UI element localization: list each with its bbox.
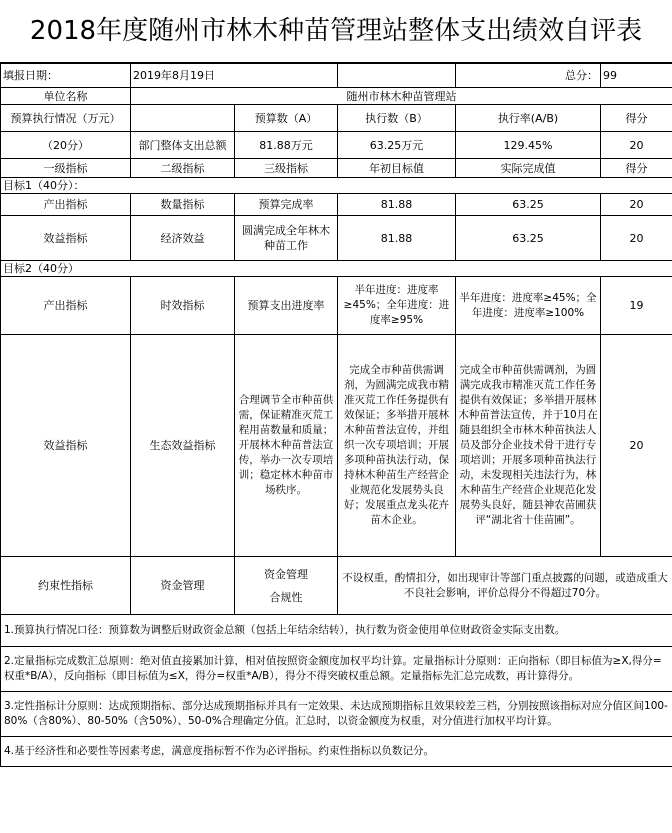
goal1-row-l2: 数量指标 [131, 194, 235, 216]
header-level1: 一级指标 [1, 159, 131, 178]
constraint-l3a: 资金管理 [264, 567, 308, 581]
goal1-row-l1: 效益指标 [1, 216, 131, 261]
goal1-row-target: 81.88 [338, 216, 456, 261]
header-level2: 二级指标 [131, 159, 235, 178]
goal1-row-l1: 产出指标 [1, 194, 131, 216]
budget-label: 预算执行情况（万元） [1, 105, 131, 132]
goal2-row-l1: 效益指标 [1, 335, 131, 557]
goal2-row-target: 半年进度：进度率≥45%；全年进度：进度率≥95% [338, 277, 456, 335]
budget-value: 81.88万元 [235, 132, 338, 159]
date-label: 填报日期： [1, 64, 131, 88]
goal2-label: 目标2（40分） [1, 261, 672, 277]
goal2-row-l1: 产出指标 [1, 277, 131, 335]
exec-value: 63.25万元 [338, 132, 456, 159]
col-rate: 执行率(A/B) [456, 105, 601, 132]
header-actual: 实际完成值 [456, 159, 601, 178]
page-title: 2018年度随州市林木种苗管理站整体支出绩效自评表 [0, 0, 672, 63]
goal2-row-target: 完成全市种苗供需调剂，为圆满完成我市精准灭荒工作任务提供有效保证；多举措开展林木种苗普法宣传，并组织一次专项培训；开展多项种苗执法行动，保持林木种苗生产经营企业规范化发展势头良好；发展重点龙头花卉苗木企业。 [338, 335, 456, 557]
goal2-row-actual: 半年进度：进度率≥45%；全年进度：进度率≥100% [456, 277, 601, 335]
goal1-label: 目标1（40分）： [1, 178, 672, 194]
total-label: 总分： [456, 64, 601, 88]
unit-value: 随州市林木种苗管理站 [131, 88, 672, 105]
goal1-row-l2: 经济效益 [131, 216, 235, 261]
col-score: 得分 [601, 105, 672, 132]
col-exec: 执行数（B） [338, 105, 456, 132]
budget-score-note: （20分） [1, 132, 131, 159]
goal1-row-l3: 预算完成率 [235, 194, 338, 216]
goal2-row-l3: 合理调节全市种苗供需，保证精准灭荒工程用苗数量和质量；开展林木种苗普法宣传，举办一次专项培训；稳定林木种苗市场秩序。 [235, 335, 338, 557]
note-2: 2.定量指标完成数汇总原则：绝对值直接累加计算，相对值按照资金额度加权平均计算。定量指标计分原则：正向指标（即目标值为≥X,得分=权重*B/A），反向指标（即目标值为≤X，得分=权重*A/B），得分不得突破权重总额。定量指标先汇总完成数，再计算得分。 [1, 647, 672, 692]
note-1: 1.预算执行情况口径：预算数为调整后财政资金总额（包括上年结余结转），执行数为资金使用单位财政资金实际支出数。 [1, 615, 672, 647]
unit-label: 单位名称 [1, 88, 131, 105]
budget-row-label: 部门整体支出总额 [131, 132, 235, 159]
total-value: 99 [601, 64, 672, 88]
goal1-row-actual: 63.25 [456, 194, 601, 216]
goal2-row-l2: 生态效益指标 [131, 335, 235, 557]
goal2-row-actual: 完成全市种苗供需调剂，为圆满完成我市精准灭荒工作任务提供有效保证；多举措开展林木种苗普法宣传，并于10月在随县组织全市林木种苗执法人员及部分企业技术骨干进行专项培训；开展多项种苗执法行动，未发现相关违法行为，林木种苗生产经营企业规范化发展势头良好，随县神农苗圃获评“湖北省十佳苗圃”。 [456, 335, 601, 557]
date-value: 2019年8月19日 [131, 64, 338, 88]
budget-score: 20 [601, 132, 672, 159]
header-target: 年初目标值 [338, 159, 456, 178]
constraint-l3b: 合规性 [269, 590, 303, 604]
note-3: 3.定性指标计分原则：达成预期指标、部分达成预期指标并具有一定效果、未达成预期指标且效果较差三档，分别按照该指标对应分值区间100-80%（含80%）、80-50%（含50%）、50-0%合理确定分值。汇总时，以资金额度为权重，对分值进行加权平均计算。 [1, 692, 672, 737]
evaluation-table [0, 63, 672, 767]
goal2-row-score: 20 [601, 335, 672, 557]
goal1-row-actual: 63.25 [456, 216, 601, 261]
constraint-l2: 资金管理 [131, 557, 235, 615]
goal2-row-l3: 预算支出进度率 [235, 277, 338, 335]
note-4: 4.基于经济性和必要性等因素考虑，满意度指标暂不作为必评指标。约束性指标以负数记分。 [1, 737, 672, 767]
goal1-row-l3: 圆满完成全年林木种苗工作 [235, 216, 338, 261]
goal2-row-score: 19 [601, 277, 672, 335]
header-score: 得分 [601, 159, 672, 178]
goal1-row-score: 20 [601, 216, 672, 261]
goal1-row-score: 20 [601, 194, 672, 216]
constraint-l1: 约束性指标 [1, 557, 131, 615]
constraint-text: 不设权重，酌情扣分，如出现审计等部门重点披露的问题，或造成重大不良社会影响，评价总得分不得超过70分。 [338, 557, 672, 615]
goal1-row-target: 81.88 [338, 194, 456, 216]
header-level3: 三级指标 [235, 159, 338, 178]
goal2-row-l2: 时效指标 [131, 277, 235, 335]
rate-value: 129.45% [456, 132, 601, 159]
col-budget: 预算数（A） [235, 105, 338, 132]
